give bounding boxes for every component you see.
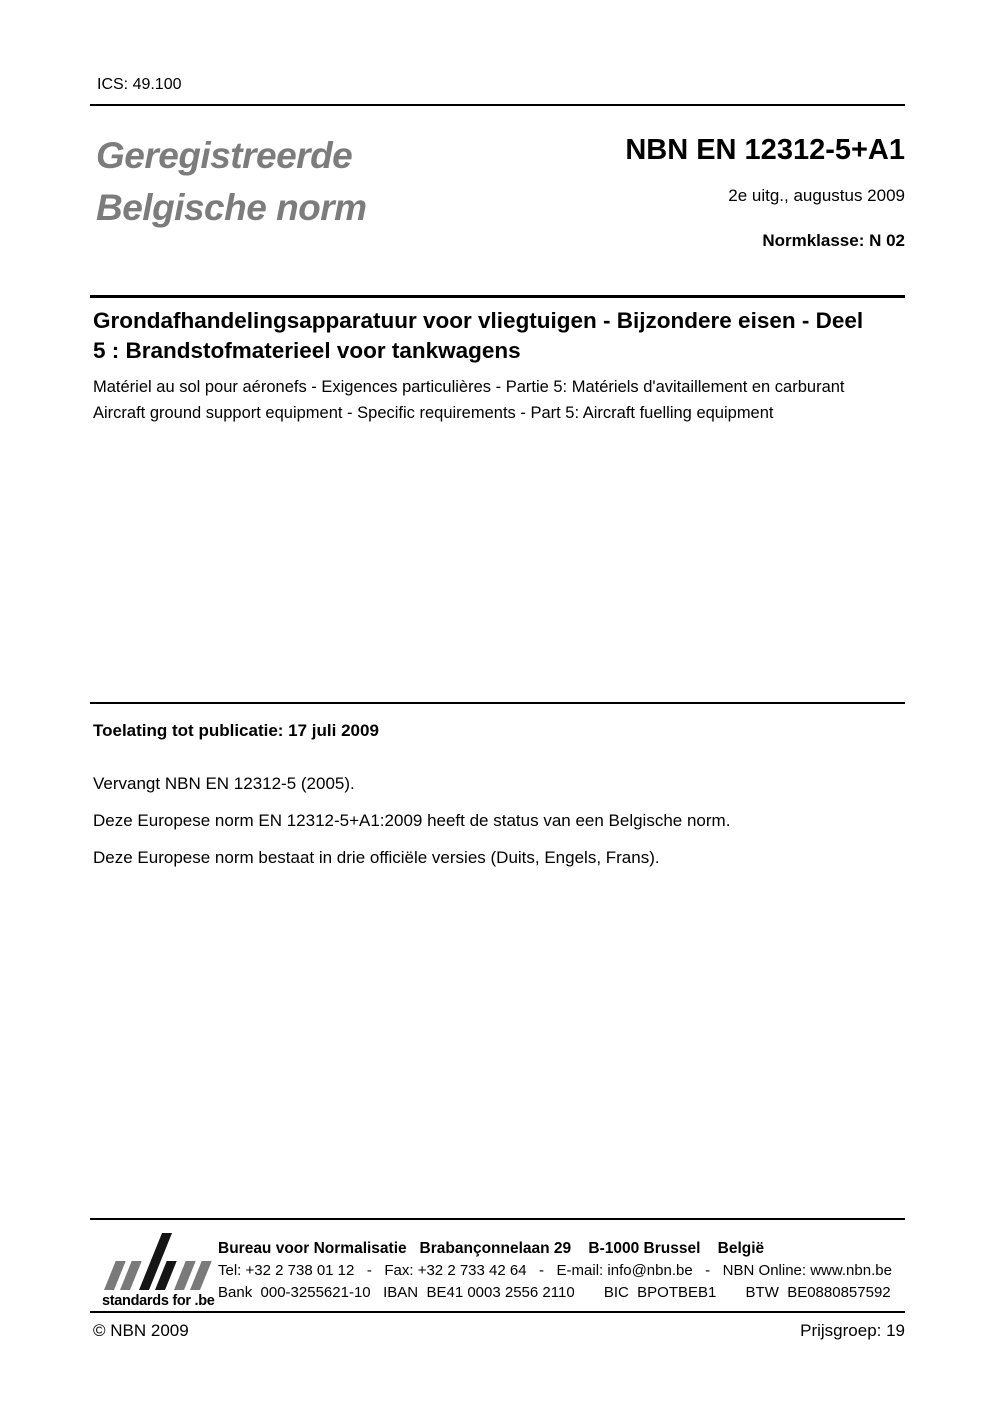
ics-code: ICS: 49.100 (97, 76, 182, 93)
divider-header-top (90, 104, 905, 106)
divider-footer-bottom (90, 1311, 905, 1313)
footer-contact-block (218, 1238, 908, 1304)
title-dutch-line1: Grondafhandelingsapparatuur voor vliegtuigen - Bijzondere eisen - Deel (93, 308, 864, 333)
standard-number: NBN EN 12312-5+A1 (625, 134, 905, 166)
document-type-line1: Geregistreerde (96, 135, 353, 176)
edition-date: 2e uitg., augustus 2009 (728, 186, 905, 205)
title-english: Aircraft ground support equipment - Specific requirements - Part 5: Aircraft fuelling equipment (93, 404, 774, 422)
divider-title-top (90, 295, 905, 298)
title-french: Matériel au sol pour aéronefs - Exigences particulières - Partie 5: Matériels d'avitaillement en carburant (93, 378, 845, 396)
footer-address: Bureau voor Normalisatie Brabançonnelaan 29 B-1000 Brussel België (218, 1240, 765, 1257)
footer-bank-line: Bank 000-3255621-10 IBAN BE41 0003 2556 2110 BIC BPOTBEB1 BTW BE0880857592 (218, 1284, 891, 1301)
publication-replaces: Vervangt NBN EN 12312-5 (2005). (93, 774, 355, 793)
publication-approval: Toelating tot publicatie: 17 juli 2009 (93, 721, 379, 740)
document-type-line2: Belgische norm (96, 187, 367, 228)
norm-class: Normklasse: N 02 (762, 231, 905, 250)
title-block (93, 306, 915, 423)
nbn-logo (102, 1233, 218, 1309)
logo-tagline: standards for .be (102, 1293, 215, 1309)
divider-publication (90, 702, 905, 704)
document-type-heading (96, 130, 367, 234)
title-dutch (93, 306, 915, 366)
divider-footer-top (90, 1218, 905, 1220)
nbn-logo-icon (102, 1233, 218, 1290)
title-dutch-line2: 5 : Brandstofmaterieel voor tankwagens (93, 338, 521, 363)
publication-versions: Deze Europese norm bestaat in drie officiële versies (Duits, Engels, Frans). (93, 848, 660, 867)
footer-contact-line: Tel: +32 2 738 01 12 - Fax: +32 2 733 42 64 - E-mail: info@nbn.be - NBN Online: www.nbn.be (218, 1262, 892, 1279)
publication-status: Deze Europese norm EN 12312-5+A1:2009 heeft de status van een Belgische norm. (93, 811, 731, 830)
copyright-notice: © NBN 2009 (93, 1321, 189, 1340)
price-group: Prijsgroep: 19 (800, 1321, 905, 1340)
